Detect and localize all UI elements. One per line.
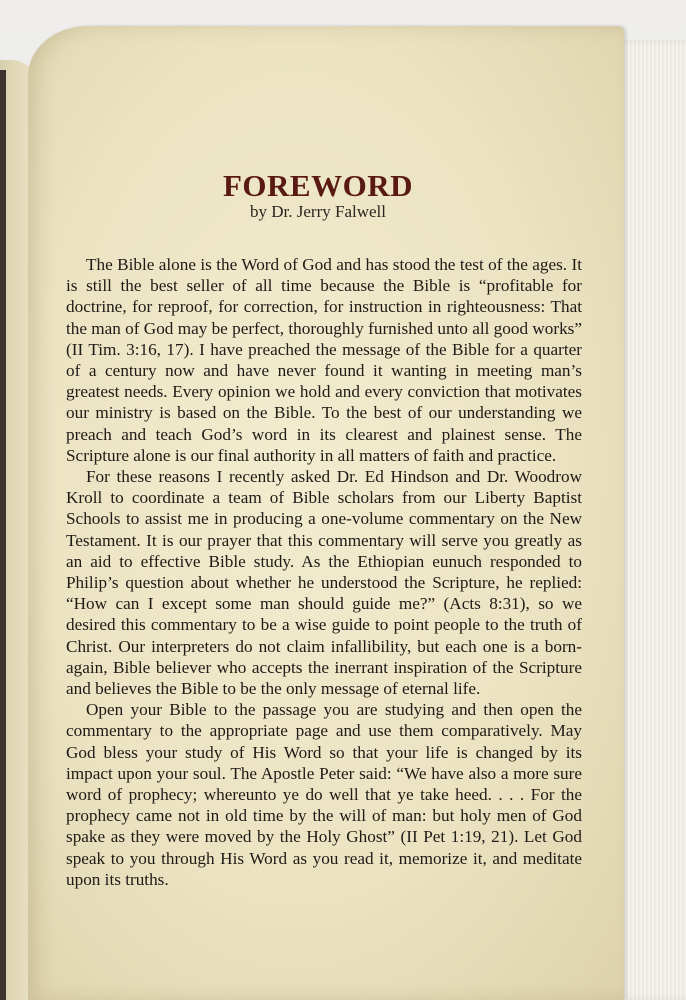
- paragraph: The Bible alone is the Word of God and has stood the test of the ages. It is still the best seller of all time because the Bible is “profitable for doctrine, for reproof, for correction, for instruction in righteousness: That the man of God may be perfect, thoroughly furnished unto all good works” (II Tim. 3:16, 17). I have preached the message of the Bible for a quarter of a century now and have never found it wanting in meeting man’s greatest needs. Every opinion we hold and every conviction that motivates our ministry is based on the Bible. To the best of our understanding we preach and teach God’s word in its clearest and plainest sense. The Scripture alone is our final authority in all matters of faith and practice.: [66, 255, 582, 465]
- page-title: FOREWORD: [223, 168, 413, 203]
- book-page: [28, 26, 624, 1000]
- author-byline: by Dr. Jerry Falwell: [250, 202, 386, 221]
- paragraph: For these reasons I recently asked Dr. Ed Hindson and Dr. Woodrow Kroll to coordinate a team of Bible scholars from our Liberty Baptist Schools to assist me in producing a one-volume commentary on the New Testament. It is our prayer that this commentary will serve you greatly as an aid to effective Bible study. As the Ethiopian eunuch responded to Philip’s question about whether he understood the Scripture, he replied: “How can I except some man should guide me?” (Acts 8:31), so we desired this commentary to be a wise guide to point people to the truth of Christ. Our interpreters do not claim infallibility, but each one is a born-again, Bible believer who accepts the inerrant inspiration of the Scripture and believes the Bible to be the only message of eternal life.: [66, 467, 582, 699]
- foreword-body: [66, 254, 582, 890]
- paragraph: Open your Bible to the passage you are studying and then open the commentary to the appropriate page and use them comparatively. May God bless your study of His Word so that your life is changed by its impact upon your soul. The Apostle Peter said: “We have also a more sure word of prophecy; whereunto ye do well that ye take heed. . . . For the prophecy came not in old time by the will of man: but holy men of God spake as they were moved by the Holy Ghost” (II Pet 1:19, 21). Let God speak to you through His Word as you read it, memorize it, and meditate upon its truths.: [66, 700, 582, 889]
- book-cover-edge: [0, 70, 6, 1000]
